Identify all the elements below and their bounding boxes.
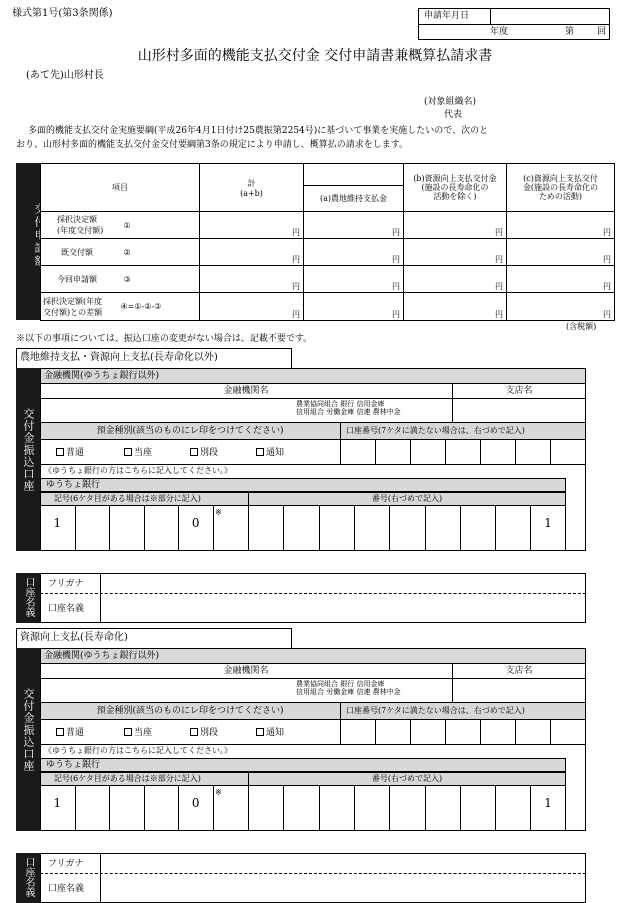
checkbox-icon — [256, 448, 264, 456]
row-adopted-label: 採択決定額 (年度交付額) — [41, 212, 121, 239]
code-digit-cell[interactable] — [145, 787, 178, 830]
number-prefix: 第 — [565, 27, 575, 37]
col-item: 項目 — [41, 164, 200, 212]
branch-input[interactable] — [454, 679, 584, 701]
deposit-option[interactable]: 通知 — [256, 448, 284, 459]
row2-a-yen[interactable]: 円 — [304, 239, 404, 266]
code-digit-cell[interactable] — [76, 507, 109, 550]
furigana-label: フリガナ — [48, 579, 84, 589]
code-first-digit: 1 — [53, 796, 62, 810]
furigana-input[interactable] — [102, 854, 584, 872]
code-asterisk: ※ — [215, 788, 222, 797]
deposit-option[interactable]: 当座 — [124, 448, 152, 459]
year-label: 年度 — [490, 27, 509, 37]
bank-name-label: 金融機関名 — [223, 386, 269, 396]
page-title: 山形村多面的機能支払交付金 交付申請書兼概算払請求書 — [137, 48, 493, 64]
account-digit-cell[interactable] — [481, 441, 515, 463]
branch-label: 支店名 — [505, 666, 533, 676]
account-digit-cell[interactable] — [481, 721, 515, 743]
representative-label: 代表 — [444, 110, 463, 120]
number-digit-cell[interactable] — [426, 787, 460, 830]
number-digit-cell[interactable] — [426, 507, 460, 550]
number-digit-cell[interactable] — [390, 787, 424, 830]
tax-note: (含税額) — [566, 322, 597, 331]
number-suffix: 回 — [597, 27, 607, 37]
row1-total-yen[interactable]: 円 — [200, 212, 304, 239]
transfer-side-label: 交付金振込口座 — [16, 368, 40, 551]
yucho-note: 《ゆうちょ銀行の方はこちらに記入してください。》 — [44, 746, 232, 755]
bank-name-input[interactable] — [42, 679, 292, 701]
form-number: 様式第1号(第3条関係) — [12, 8, 113, 19]
checkbox-icon — [56, 728, 64, 736]
row1-c-yen[interactable]: 円 — [507, 212, 615, 239]
account-holder-input[interactable] — [102, 875, 584, 902]
row-diff-num: ④=①-②-③ — [121, 293, 200, 321]
furigana-input[interactable] — [102, 574, 584, 592]
number-digit-cell[interactable] — [284, 507, 318, 550]
number-digit-cell[interactable] — [355, 787, 389, 830]
application-date-input[interactable] — [491, 9, 609, 23]
row1-b-yen[interactable]: 円 — [404, 212, 507, 239]
number-last-digit: 1 — [544, 516, 552, 530]
row4-b-yen[interactable]: 円 — [404, 293, 507, 321]
bank-types: 農業協同組合 銀行 信用金庫 信用組合 労働金庫 信連 農林中金 — [296, 680, 401, 697]
code-digit-cell[interactable] — [76, 787, 109, 830]
account-digit-cell[interactable] — [446, 441, 480, 463]
row3-total-yen[interactable]: 円 — [200, 266, 304, 293]
number-digit-cell[interactable] — [496, 787, 530, 830]
code-digit-cell[interactable] — [145, 507, 178, 550]
row1-a-yen[interactable]: 円 — [304, 212, 404, 239]
application-table — [40, 163, 615, 321]
code-digit-cell[interactable] — [110, 787, 143, 830]
row2-total-yen[interactable]: 円 — [200, 239, 304, 266]
organization-label: (対象組織名) — [424, 97, 477, 107]
account-holder-label: 口座名義 — [48, 604, 85, 614]
deposit-option[interactable]: 別段 — [190, 448, 218, 459]
section-title: 農地維持支払・資源向上支払(長寿命化以外) — [20, 352, 218, 363]
account-digit-cell[interactable] — [446, 721, 480, 743]
name-side-label: 口座名義 — [16, 573, 40, 623]
bank-section-label: 金融機関(ゆうちょ銀行以外) — [44, 371, 160, 381]
number-digit-cell[interactable] — [249, 507, 283, 550]
checkbox-icon — [124, 448, 132, 456]
account-digit-cell[interactable] — [551, 721, 585, 743]
number-digit-cell[interactable] — [284, 787, 318, 830]
furigana-label: フリガナ — [48, 859, 84, 869]
section-title: 資源向上支払(長寿命化) — [20, 632, 128, 643]
number-digit-cell[interactable] — [320, 787, 354, 830]
addressee: (あて先)山形村長 — [26, 70, 104, 81]
number-digit-cell[interactable] — [320, 507, 354, 550]
row-adopted-num: ① — [121, 212, 200, 239]
body-line-1: 多面的機能支払交付金実施要綱(平成26年4月1日付け25農振第2254号)に基づいて事業を実施したいので、次のと — [28, 126, 489, 136]
row4-total-yen[interactable]: 円 — [200, 293, 304, 321]
row2-b-yen[interactable]: 円 — [404, 239, 507, 266]
checkbox-icon — [256, 728, 264, 736]
code-fixed-digit: 0 — [191, 516, 200, 530]
row4-a-yen[interactable]: 円 — [304, 293, 404, 321]
bank-section-label: 金融機関(ゆうちょ銀行以外) — [44, 651, 160, 661]
number-label: 番号(右づめで記入) — [371, 494, 443, 503]
branch-input[interactable] — [454, 399, 584, 421]
row-paid-label: 既交付額 — [41, 239, 121, 266]
col-total: 計 (a+b) — [200, 164, 304, 212]
row4-c-yen[interactable]: 円 — [507, 293, 615, 321]
row3-b-yen[interactable]: 円 — [404, 266, 507, 293]
code-fixed-digit: 0 — [191, 796, 200, 810]
account-digit-cell[interactable] — [516, 441, 550, 463]
account-digit-cell[interactable] — [341, 721, 375, 743]
row3-a-yen[interactable]: 円 — [304, 266, 404, 293]
checkbox-icon — [190, 448, 198, 456]
checkbox-icon — [56, 448, 64, 456]
deposit-option[interactable]: 当座 — [124, 728, 152, 739]
number-label: 番号(右づめで記入) — [371, 774, 443, 783]
bank-name-label: 金融機関名 — [223, 666, 269, 676]
deposit-option[interactable]: 別段 — [190, 728, 218, 739]
deposit-option[interactable]: 通知 — [256, 728, 284, 739]
account-digit-cell[interactable] — [516, 721, 550, 743]
col-a: (a)農地維持支払金 — [304, 186, 404, 212]
bank-name-input[interactable] — [42, 399, 292, 421]
yucho-label: ゆうちょ銀行 — [46, 480, 101, 490]
deposit-option[interactable]: 普通 — [56, 728, 84, 739]
account-holder-label: 口座名義 — [48, 884, 85, 894]
code-label: 記号(6ケタ目がある場合は※部分に記入) — [54, 494, 201, 503]
yucho-note: 《ゆうちょ銀行の方はこちらに記入してください。》 — [44, 466, 232, 475]
number-digit-cell[interactable] — [355, 507, 389, 550]
number-digit-cell[interactable] — [496, 507, 530, 550]
row3-c-yen[interactable]: 円 — [507, 266, 615, 293]
account-digit-cell[interactable] — [411, 721, 445, 743]
bank-types: 農業協同組合 銀行 信用金庫 信用組合 労働金庫 信連 農林中金 — [296, 400, 401, 417]
number-digit-cell[interactable] — [390, 507, 424, 550]
row-paid-num: ② — [121, 239, 200, 266]
code-first-digit: 1 — [53, 516, 62, 530]
checkbox-icon — [190, 728, 198, 736]
number-last-digit: 1 — [544, 796, 552, 810]
account-digit-cell[interactable] — [341, 441, 375, 463]
col-b: (b)資源向上支払交付金 (施設の長寿命化の 活動を除く) — [404, 164, 507, 212]
row-current-label: 今回申請額 — [41, 266, 121, 293]
number-digit-cell[interactable] — [249, 787, 283, 830]
account-digit-cell[interactable] — [551, 441, 585, 463]
application-side-label: 交付申請額 — [16, 163, 40, 320]
branch-label: 支店名 — [505, 386, 533, 396]
deposit-type-label: 預金種別(該当のものにレ印をつけてください) — [96, 706, 284, 716]
account-digit-cell[interactable] — [411, 441, 445, 463]
code-asterisk: ※ — [215, 508, 222, 517]
row-current-num: ③ — [121, 266, 200, 293]
account-digit-cell[interactable] — [376, 441, 410, 463]
notice: ※以下の事項については、振込口座の変更がない場合は、記載不要です。 — [16, 334, 313, 344]
body-line-2: おり、山形村多面的機能支払交付金交付要綱第3条の規定により申請し、概算払の請求をします。 — [16, 140, 409, 150]
application-date-label: 申請年月日 — [424, 11, 470, 21]
row-diff-label: 採択決定額(年度 交付額)との差額 — [41, 293, 121, 321]
yucho-label: ゆうちょ銀行 — [46, 760, 101, 770]
code-digit-cell[interactable] — [110, 507, 143, 550]
checkbox-icon — [124, 728, 132, 736]
deposit-option[interactable]: 普通 — [56, 448, 84, 459]
name-side-label: 口座名義 — [16, 853, 40, 903]
col-c: (c)資源向上支払交付 金(施設の長寿命化の ための活動) — [507, 164, 615, 212]
number-digit-cell[interactable] — [461, 787, 495, 830]
row2-c-yen[interactable]: 円 — [507, 239, 615, 266]
transfer-side-label: 交付金振込口座 — [16, 648, 40, 831]
account-digit-cell[interactable] — [376, 721, 410, 743]
account-number-label: 口座番号(7ケタに満たない場合は、右づめで記入) — [346, 706, 525, 715]
code-label: 記号(6ケタ目がある場合は※部分に記入) — [54, 774, 201, 783]
number-digit-cell[interactable] — [461, 507, 495, 550]
deposit-type-label: 預金種別(該当のものにレ印をつけてください) — [96, 426, 284, 436]
account-number-label: 口座番号(7ケタに満たない場合は、右づめで記入) — [346, 426, 525, 435]
account-holder-input[interactable] — [102, 595, 584, 622]
